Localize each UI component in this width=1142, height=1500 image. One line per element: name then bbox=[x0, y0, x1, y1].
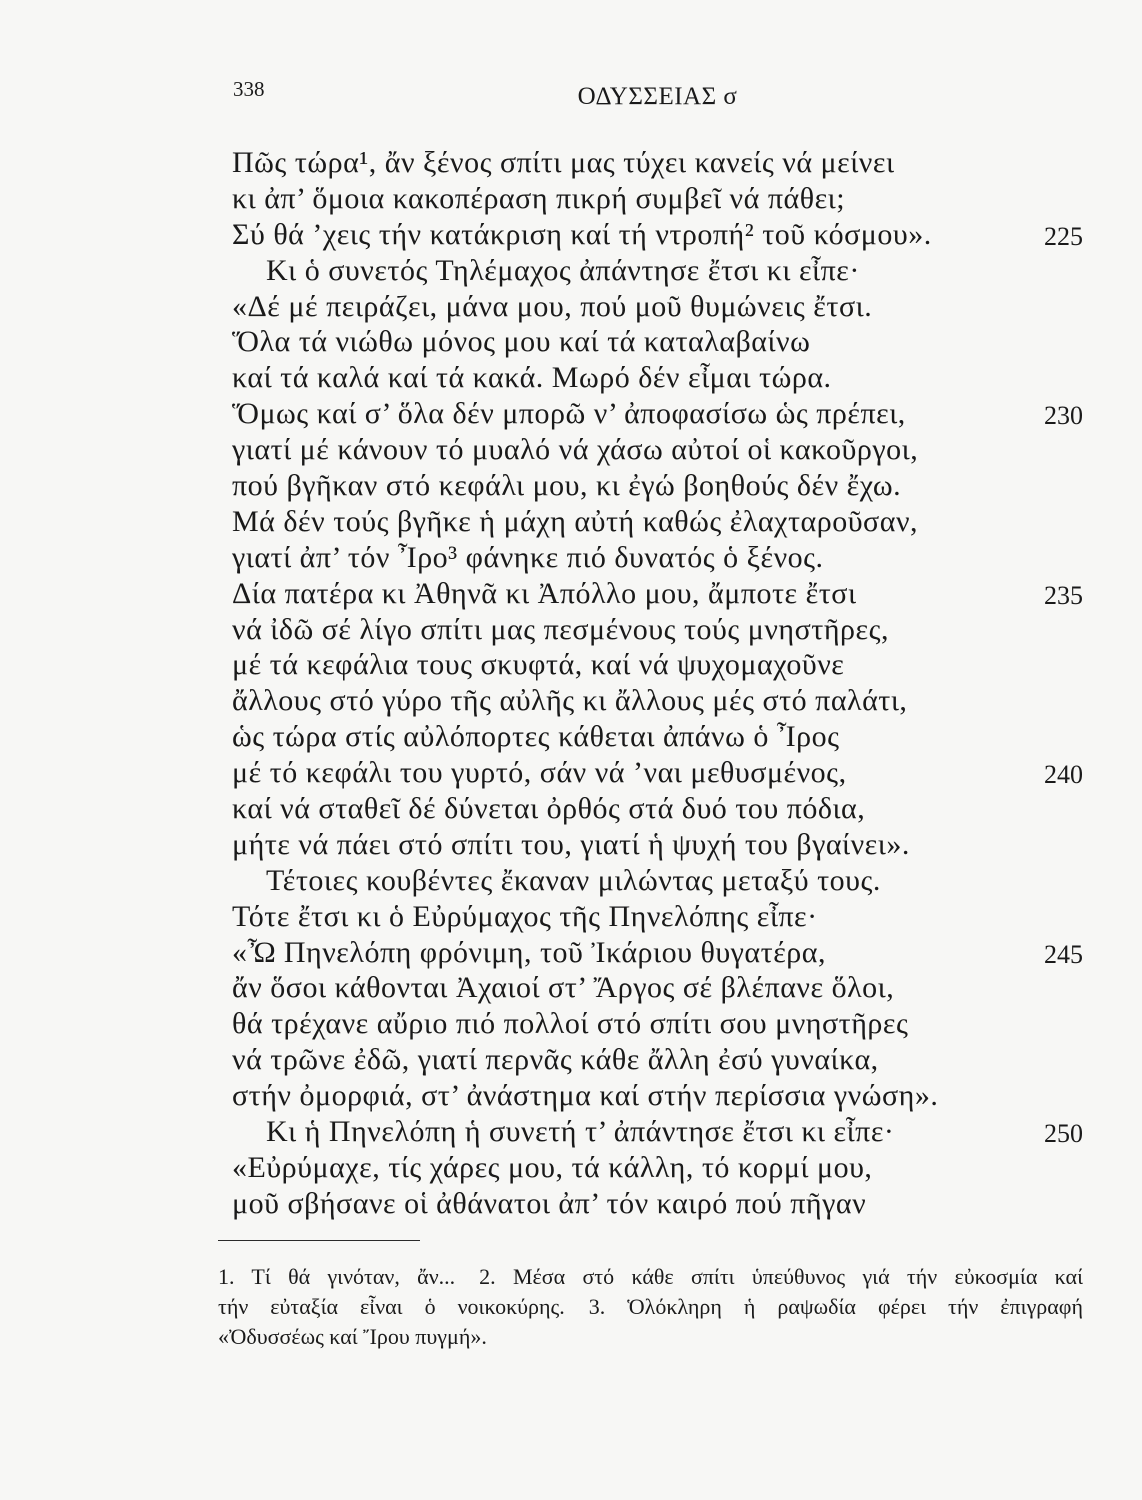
footnote-line bbox=[218, 1292, 1083, 1322]
verse-text: πού βγῆκαν στό κεφάλι μου, κι ἐγώ βοηθούς δέν ἔχω. bbox=[232, 469, 902, 503]
verse-line bbox=[232, 396, 1083, 432]
verse-line bbox=[232, 145, 1083, 181]
verse-line bbox=[232, 970, 1083, 1006]
verse-text: ὡς τώρα στίς αὐλόπορτες κάθεται ἀπάνω ὁ Ἶρος bbox=[232, 720, 840, 754]
verse-line bbox=[232, 432, 1083, 468]
line-number: 250 bbox=[1044, 1119, 1083, 1149]
verse-line bbox=[232, 612, 1083, 648]
verse-line bbox=[232, 935, 1083, 971]
footnotes bbox=[218, 1262, 1083, 1352]
running-title: ΟΔΥΣΣΕΙΑΣ σ bbox=[577, 83, 738, 110]
verse-line bbox=[232, 719, 1083, 755]
verse-line bbox=[232, 576, 1083, 612]
verse-block bbox=[232, 145, 1083, 1222]
verse-text: Κι ἡ Πηνελόπη ἡ συνετή τ’ ἀπάντησε ἔτσι κι εἶπε· bbox=[266, 1115, 895, 1149]
verse-line bbox=[232, 827, 1083, 863]
verse-text: θά τρέχανε αὔριο πιό πολλοί στό σπίτι σου μνηστῆρες bbox=[232, 1007, 909, 1041]
verse-text: «Δέ μέ πειράζει, μάνα μου, πού μοῦ θυμώνεις ἔτσι. bbox=[232, 289, 873, 323]
verse-text: μέ τό κεφάλι του γυρτό, σάν νά ’ναι μεθυσμένος, bbox=[232, 756, 847, 790]
verse-text: μέ τά κεφάλια τους σκυφτά, καί νά ψυχομαχοῦνε bbox=[232, 648, 845, 682]
verse-text: ἄν ὅσοι κάθονται Ἀχαιοί στ’ Ἄργος σέ βλέπανε ὅλοι, bbox=[232, 971, 895, 1005]
footnote-rule bbox=[218, 1240, 420, 1241]
verse-line bbox=[232, 1186, 1083, 1222]
line-number: 230 bbox=[1044, 401, 1083, 431]
verse-text: νά τρῶνε ἐδῶ, γιατί περνᾶς κάθε ἄλλη ἐσύ γυναίκα, bbox=[232, 1043, 879, 1077]
verse-text: ἄλλους στό γύρο τῆς αὐλῆς κι ἄλλους μές στό παλάτι, bbox=[232, 684, 908, 718]
line-number: 240 bbox=[1044, 760, 1083, 790]
verse-text: μήτε νά πάει στό σπίτι του, γιατί ἡ ψυχή του βγαίνει». bbox=[232, 827, 910, 861]
footnote-line bbox=[218, 1322, 1083, 1352]
verse-text: Τότε ἔτσι κι ὁ Εὐρύμαχος τῆς Πηνελόπης εἶπε· bbox=[232, 899, 818, 933]
verse-line bbox=[232, 899, 1083, 935]
verse-line bbox=[232, 863, 1083, 899]
page-number: 338 bbox=[233, 77, 265, 101]
verse-text: Ὅλα τά νιώθω μόνος μου καί τά καταλαβαίνω bbox=[232, 325, 811, 359]
verse-text: καί τά καλά καί τά κακά. Μωρό δέν εἶμαι τώρα. bbox=[232, 361, 832, 395]
verse-text: Ὅμως καί σ’ ὅλα δέν μπορῶ ν’ ἀποφασίσω ὡς πρέπει, bbox=[232, 397, 906, 431]
verse-line bbox=[232, 1078, 1083, 1114]
verse-line bbox=[232, 647, 1083, 683]
verse-line bbox=[232, 683, 1083, 719]
verse-text: Μά δέν τούς βγῆκε ἡ μάχη αὐτή καθώς ἐλαχταροῦσαν, bbox=[232, 504, 919, 538]
footnote-segment: 1. Τί θά γινόταν, ἄν... bbox=[218, 1264, 456, 1289]
verse-line bbox=[232, 504, 1083, 540]
verse-text: Πῶς τώρα¹, ἄν ξένος σπίτι μας τύχει κανείς νά μείνει bbox=[232, 146, 895, 179]
verse-line bbox=[232, 1150, 1083, 1186]
footnote-line bbox=[218, 1262, 1083, 1292]
verse-text: καί νά σταθεῖ δέ δύνεται ὀρθός στά δυό του πόδια, bbox=[232, 792, 866, 826]
verse-line bbox=[232, 755, 1083, 791]
footnote-segment: 2. Μέσα στό κάθε σπίτι ὑπεύθυνος γιά τήν εὐκοσμία καί bbox=[479, 1264, 1083, 1289]
verse-line bbox=[232, 540, 1083, 576]
verse-line bbox=[232, 1114, 1083, 1150]
footnote-segment: 3. Ὁλόκληρη ἡ ραψωδία φέρει τήν ἐπιγραφή bbox=[588, 1294, 1083, 1319]
verse-text: Σύ θά ’χεις τήν κατάκριση καί τή ντροπή² τοῦ κόσμου». bbox=[232, 217, 932, 251]
verse-line bbox=[232, 360, 1083, 396]
line-number: 245 bbox=[1044, 939, 1083, 969]
line-number: 235 bbox=[1044, 580, 1083, 610]
verse-line bbox=[232, 468, 1083, 504]
verse-line bbox=[232, 1042, 1083, 1078]
verse-text: Κι ὁ συνετός Τηλέμαχος ἀπάντησε ἔτσι κι εἶπε· bbox=[266, 253, 860, 287]
verse-line bbox=[232, 1006, 1083, 1042]
verse-text: γιατί μέ κάνουν τό μυαλό νά χάσω αὐτοί οἱ κακοῦργοι, bbox=[232, 433, 919, 467]
line-number: 225 bbox=[1044, 221, 1083, 251]
verse-line bbox=[232, 181, 1083, 217]
verse-line bbox=[232, 217, 1083, 253]
verse-text: «Ὦ Πηνελόπη φρόνιμη, τοῦ Ἰκάριου θυγατέρα, bbox=[232, 935, 826, 969]
verse-line bbox=[232, 289, 1083, 325]
footnote-segment: «Ὀδυσσέως καί Ἴρου πυγμή». bbox=[218, 1324, 487, 1349]
verse-text: Δία πατέρα κι Ἀθηνᾶ κι Ἀπόλλο μου, ἄμποτε ἔτσι bbox=[232, 576, 857, 610]
verse-line bbox=[232, 791, 1083, 827]
verse-text: γιατί ἀπ’ τόν Ἶρο³ φάνηκε πιό δυνατός ὁ ξένος. bbox=[232, 540, 824, 574]
verse-text: μοῦ σβήσανε οἱ ἀθάνατοι ἀπ’ τόν καιρό πού πῆγαν bbox=[232, 1186, 867, 1220]
verse-line bbox=[232, 253, 1083, 289]
verse-line bbox=[232, 324, 1083, 360]
verse-text: Τέτοιες κουβέντες ἔκαναν μιλώντας μεταξύ τους. bbox=[266, 863, 881, 897]
footnote-segment: τήν εὐταξία εἶναι ὁ νοικοκύρης. bbox=[218, 1294, 565, 1319]
verse-text: στήν ὀμορφιά, στ’ ἀνάστημα καί στήν περίσσια γνώση». bbox=[232, 1079, 939, 1113]
verse-text: νά ἰδῶ σέ λίγο σπίτι μας πεσμένους τούς μνηστῆρες, bbox=[232, 612, 889, 646]
verse-text: «Εὐρύμαχε, τίς χάρες μου, τά κάλλη, τό κορμί μου, bbox=[232, 1150, 873, 1184]
verse-text: κι ἀπ’ ὅμοια κακοπέραση πικρή συμβεῖ νά πάθει; bbox=[232, 181, 846, 215]
